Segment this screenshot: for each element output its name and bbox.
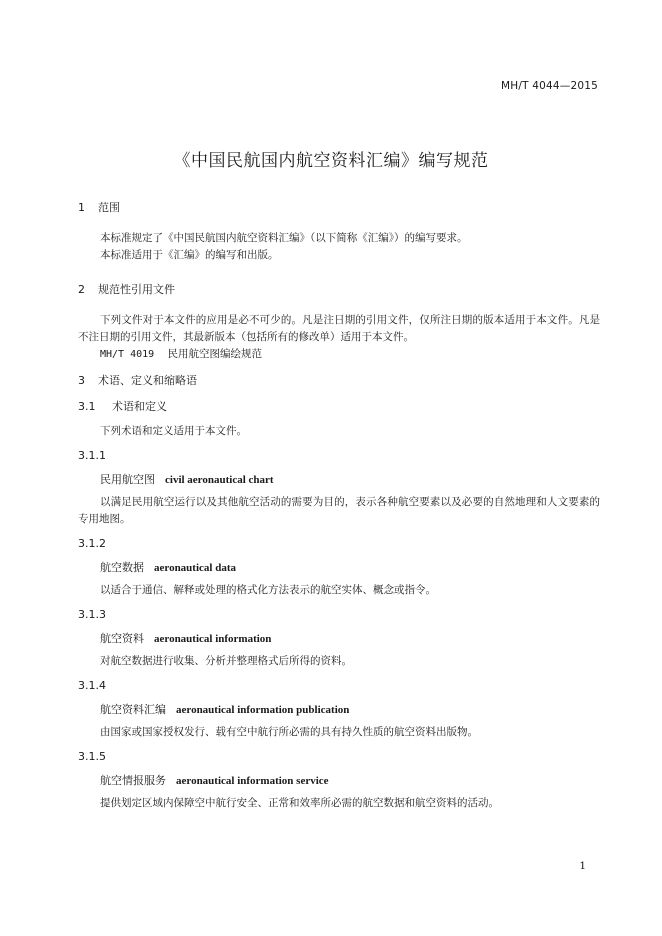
term-number: 3.1.2 <box>78 537 106 550</box>
term-entry <box>78 560 600 576</box>
section-2-heading <box>78 282 600 298</box>
term-number: 3.1.1 <box>78 449 106 462</box>
term-english: aeronautical information <box>154 633 272 645</box>
document-title: 《中国民航国内航空资料汇编》编写规范 <box>173 151 489 171</box>
reference-code: MH/T 4019 <box>100 349 155 360</box>
term-number: 3.1.5 <box>78 750 106 763</box>
paragraph: 下列术语和定义适用于本文件。 <box>100 425 247 437</box>
reference-title: 民用航空图编绘规范 <box>167 348 263 360</box>
paragraph: 本标准适用于《汇编》的编写和出版。 <box>100 249 279 261</box>
term-entry <box>78 631 600 647</box>
section-title: 规范性引用文件 <box>98 283 175 296</box>
term-definition: 对航空数据进行收集、分析并整理格式后所得的资料。 <box>100 655 352 667</box>
section-title: 术语和定义 <box>112 400 167 413</box>
section-number: 3.1 <box>78 400 96 413</box>
term-definition: 以适合于通信、解释或处理的格式化方法表示的航空实体、概念或指令。 <box>100 584 436 596</box>
term-definition: 提供划定区域内保障空中航行安全、正常和效率所必需的航空数据和航空资料的活动。 <box>100 797 499 809</box>
term-definition: 以满足民用航空运行以及其他航空活动的需要为目的，表示各种航空要素以及必要的自然地理和人文要素的专用地图。 <box>78 496 600 525</box>
term-chinese: 航空数据 <box>100 561 144 574</box>
term-chinese: 航空情报服务 <box>100 774 166 787</box>
section-number: 3 <box>78 374 85 387</box>
section-title: 范围 <box>98 201 120 214</box>
term-english: aeronautical information publication <box>176 704 350 716</box>
term-number: 3.1.3 <box>78 608 106 621</box>
term-entry <box>78 773 600 789</box>
term-entry <box>78 472 600 488</box>
paragraph: 下列文件对于本文件的应用是必不可少的。凡是注日期的引用文件，仅所注日期的版本适用于本文件。凡是不注日期的引用文件，其最新版本（包括所有的修改单）适用于本文件。 <box>78 314 600 343</box>
term-english: aeronautical data <box>154 562 236 574</box>
paragraph: 本标准规定了《中国民航国内航空资料汇编》（以下简称《汇编》）的编写要求。 <box>100 232 468 244</box>
normative-reference <box>78 346 600 363</box>
term-entry <box>78 702 600 718</box>
term-number: 3.1.4 <box>78 679 106 692</box>
standard-number: MH/T 4044—2015 <box>501 80 598 92</box>
section-title: 术语、定义和缩略语 <box>98 374 197 387</box>
term-chinese: 航空资料 <box>100 632 144 645</box>
document-body <box>78 200 600 812</box>
section-1-heading <box>78 200 600 216</box>
term-english: civil aeronautical chart <box>165 474 274 486</box>
section-3-heading <box>78 373 600 389</box>
term-chinese: 民用航空图 <box>100 473 155 486</box>
page-number: 1 <box>579 860 586 872</box>
section-number: 2 <box>78 283 85 296</box>
term-definition: 由国家或国家授权发行、载有空中航行所必需的具有持久性质的航空资料出版物。 <box>100 726 478 738</box>
term-english: aeronautical information service <box>176 775 329 787</box>
section-3-1-heading <box>78 399 600 415</box>
term-chinese: 航空资料汇编 <box>100 703 166 716</box>
section-number: 1 <box>78 201 85 214</box>
